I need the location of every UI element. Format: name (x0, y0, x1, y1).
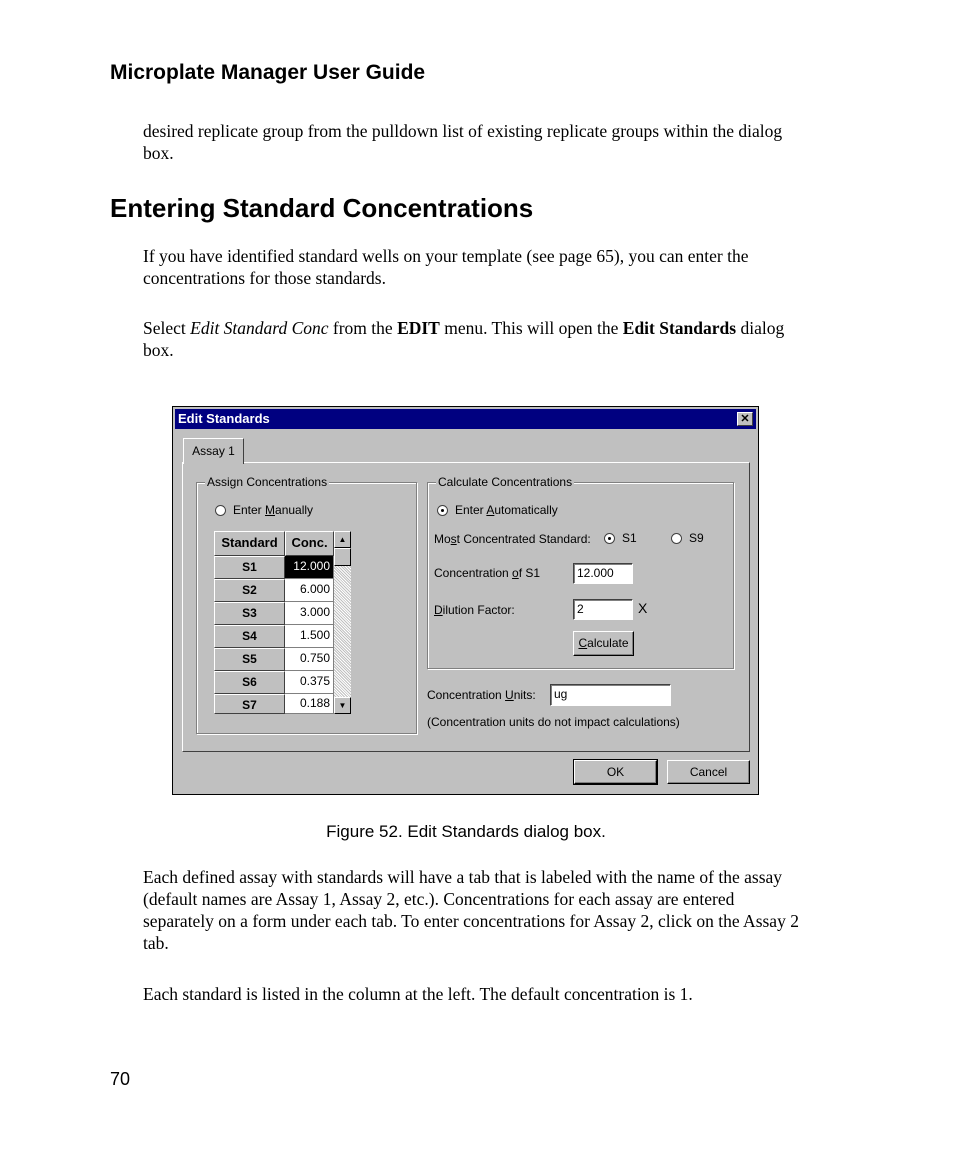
calculate-group-label: Calculate Concentrations (438, 475, 573, 489)
conc-cell[interactable]: 0.188 (285, 694, 334, 714)
calculate-button[interactable]: Calculate (573, 631, 634, 656)
assign-group-label: Assign Concentrations (207, 475, 328, 489)
conc-cell[interactable]: 12.000 (285, 556, 334, 579)
enter-manually-label: Enter Manually (233, 503, 314, 517)
dilution-factor-input[interactable]: 2 (573, 599, 633, 620)
s1-radio[interactable] (604, 533, 615, 544)
s9-radio[interactable] (671, 533, 682, 544)
scroll-up-icon[interactable]: ▲ (334, 531, 351, 548)
standard-row-header[interactable]: S6 (214, 671, 285, 694)
figure-caption: Figure 52. Edit Standards dialog box. (326, 822, 606, 841)
standard-row-header[interactable]: S7 (214, 694, 285, 714)
running-header: Microplate Manager User Guide (110, 61, 426, 84)
concentration-units-input[interactable]: ug (550, 684, 671, 706)
page-number: 70 (110, 1069, 131, 1089)
cancel-button[interactable]: Cancel (667, 760, 750, 784)
calculate-concentrations-group (427, 475, 734, 669)
s9-label: S9 (689, 531, 704, 545)
enter-automatically-label: Enter Automatically (455, 503, 558, 517)
standard-row-header[interactable]: S5 (214, 648, 285, 671)
dilution-factor-label: Dilution Factor: (434, 603, 515, 617)
tab-assay-1[interactable]: Assay 1 (183, 438, 244, 464)
standard-row-header[interactable]: S2 (214, 579, 285, 602)
scroll-down-icon[interactable]: ▼ (334, 697, 351, 714)
standard-column-header: Standard (214, 531, 285, 556)
concentration-units-label: Concentration Units: (427, 688, 536, 702)
paragraph-standard-wells: If you have identified standard wells on your template (see page 65), you can enter the concentrations for those standards. (143, 246, 749, 288)
tab-panel (182, 462, 750, 752)
dialog-title-bar (175, 409, 756, 429)
concentration-input[interactable]: 12.000 (573, 563, 633, 584)
standard-row-header[interactable]: S3 (214, 602, 285, 625)
edit-standards-dialog (172, 406, 759, 795)
conc-cell[interactable]: 1.500 (285, 625, 334, 648)
standard-row-header[interactable]: S1 (214, 556, 285, 579)
paragraph-select-edit: Select Edit Standard Conc from the EDIT menu. This will open the Edit Standards dialog box. (143, 318, 785, 360)
standard-row-header[interactable]: S4 (214, 625, 285, 648)
most-concentrated-label: Most Concentrated Standard: (434, 532, 591, 546)
conc-column-header: Conc. (285, 531, 334, 556)
scroll-thumb[interactable] (334, 548, 351, 566)
conc-cell[interactable]: 6.000 (285, 579, 334, 602)
dialog-title: Edit Standards (178, 411, 270, 426)
enter-manually-radio[interactable] (215, 505, 226, 516)
paragraph-default-concentration: Each standard is listed in the column at the left. The default concentration is 1. (143, 984, 693, 1004)
assign-concentrations-group (196, 475, 417, 734)
enter-automatically-radio[interactable] (437, 505, 448, 516)
s1-label: S1 (622, 531, 637, 545)
close-icon[interactable]: ✕ (737, 412, 753, 426)
intro-paragraph: desired replicate group from the pulldown list of existing replicate groups within the dialog box. (143, 121, 783, 163)
dilution-suffix: X (638, 600, 648, 616)
paragraph-assay-tabs: Each defined assay with standards will have a tab that is labeled with the name of the assay (default names are Assay 1, Assay 2, etc.). Concentrations for each assay are entered separately on a form under each tab. To enter concentrations for Assay 2, click on the Assay 2 tab. (143, 867, 799, 953)
ok-button[interactable]: OK (574, 760, 657, 784)
conc-cell[interactable]: 0.750 (285, 648, 334, 671)
concentration-of-label: Concentration of S1 (434, 566, 541, 580)
conc-cell[interactable]: 3.000 (285, 602, 334, 625)
section-title: Entering Standard Concentrations (110, 193, 534, 223)
conc-cell[interactable]: 0.375 (285, 671, 334, 694)
units-note: (Concentration units do not impact calculations) (427, 715, 680, 729)
